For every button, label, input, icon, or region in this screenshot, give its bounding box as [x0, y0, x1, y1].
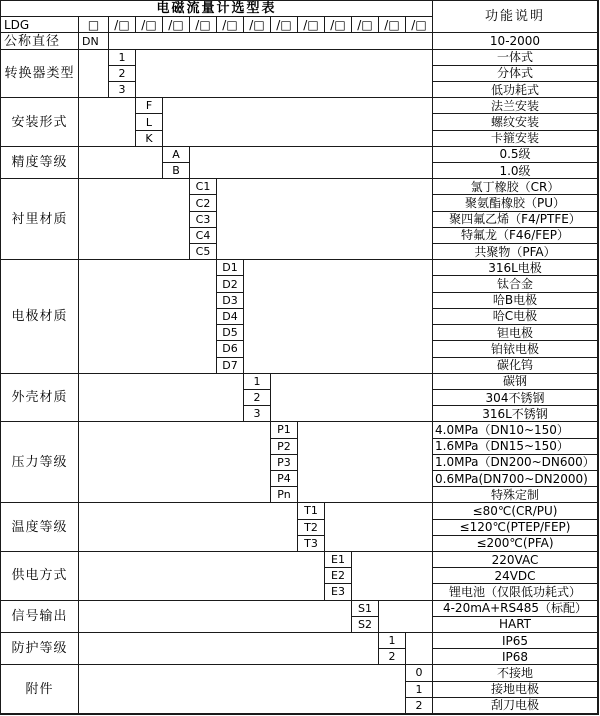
code-cell: B [163, 163, 190, 179]
code-cell: 1 [244, 374, 271, 390]
model-slot: /□ [109, 17, 136, 33]
desc-cell: 分体式 [433, 66, 598, 82]
spacer-cell [244, 260, 433, 373]
code-cell: C3 [190, 212, 217, 228]
model-slot: /□ [217, 17, 244, 33]
group-label-power: 供电方式 [1, 552, 79, 601]
spacer-cell [79, 601, 352, 633]
code-cell: D4 [217, 309, 244, 325]
group-label-pressure: 压力等级 [1, 422, 79, 503]
spacer-cell [379, 601, 433, 633]
desc-cell: 螺纹安装 [433, 114, 598, 130]
desc-cell: 碳钢 [433, 374, 598, 390]
code-cell: T3 [298, 536, 325, 552]
model-slot: /□ [163, 17, 190, 33]
spacer-cell [325, 503, 433, 552]
code-cell: D5 [217, 325, 244, 341]
spacer-cell [271, 374, 433, 423]
model-slot: /□ [325, 17, 352, 33]
desc-cell: 4-20mA+RS485（标配） [433, 601, 598, 617]
spacer-cell [79, 98, 136, 147]
desc-cell: 0.6MPa(DN700~DN2000) [433, 471, 598, 487]
group-label-housing: 外壳材质 [1, 374, 79, 423]
model-dn-box: □ [79, 17, 109, 33]
spacer-cell [79, 50, 109, 99]
desc-cell: 哈C电极 [433, 309, 598, 325]
model-slot: /□ [190, 17, 217, 33]
code-cell: D2 [217, 276, 244, 292]
desc-cell: 锂电池（仅限低功耗式） [433, 584, 598, 600]
code-cell: P3 [271, 455, 298, 471]
spacer-cell [79, 147, 163, 179]
group-label-temperature: 温度等级 [1, 503, 79, 552]
desc-cell: 碳化钨 [433, 358, 598, 374]
desc-cell: 聚四氟乙烯（F4/PTFE） [433, 212, 598, 228]
function-column-header: 功能说明 [433, 1, 598, 33]
desc-cell: 刮刀电极 [433, 698, 598, 714]
model-slot: /□ [379, 17, 406, 33]
code-cell: D6 [217, 341, 244, 357]
desc-cell: 1.0MPa（DN200~DN600） [433, 455, 598, 471]
desc-cell: 不接地 [433, 665, 598, 681]
code-cell: 3 [244, 406, 271, 422]
code-cell: 2 [244, 390, 271, 406]
group-label-converter-type: 转换器类型 [1, 50, 79, 99]
code-cell: D7 [217, 358, 244, 374]
code-cell: 2 [109, 66, 136, 82]
desc-cell: 220VAC [433, 552, 598, 568]
desc-cell: 一体式 [433, 50, 598, 66]
desc-cell: 24VDC [433, 568, 598, 584]
group-label-accessories: 附件 [1, 665, 79, 714]
model-slot: /□ [352, 17, 379, 33]
spacer-cell [298, 422, 433, 503]
code-cell: 1 [379, 633, 406, 649]
code-cell: 1 [109, 50, 136, 66]
desc-cell: 低功耗式 [433, 82, 598, 98]
code-cell: D3 [217, 293, 244, 309]
desc-cell: 10-2000 [433, 33, 598, 49]
spacer-cell [136, 50, 433, 99]
group-label-liner: 衬里材质 [1, 179, 79, 260]
desc-cell: 聚氨酯橡胶（PU） [433, 195, 598, 211]
code-cell: F [136, 98, 163, 114]
code-cell: C5 [190, 244, 217, 260]
desc-cell: 接地电极 [433, 682, 598, 698]
model-slot: /□ [244, 17, 271, 33]
spacer-cell [79, 374, 244, 423]
row-label-diameter: 公称直径 [1, 33, 79, 49]
desc-cell: 哈B电极 [433, 293, 598, 309]
spacer-cell [217, 179, 433, 260]
code-cell: K [136, 131, 163, 147]
desc-cell: 氯丁橡胶（CR） [433, 179, 598, 195]
desc-cell: 特殊定制 [433, 487, 598, 503]
code-cell: 2 [406, 698, 433, 714]
code-cell: 3 [109, 82, 136, 98]
code-cell: T1 [298, 503, 325, 519]
desc-cell: 铂铱电极 [433, 341, 598, 357]
model-slot: /□ [298, 17, 325, 33]
desc-cell: 钽电极 [433, 325, 598, 341]
code-cell: C2 [190, 195, 217, 211]
desc-cell: ≤200℃(PFA) [433, 536, 598, 552]
code-cell: D1 [217, 260, 244, 276]
code-cell: S1 [352, 601, 379, 617]
desc-cell: 316L不锈钢 [433, 406, 598, 422]
spacer-cell [406, 633, 433, 665]
code-cell: C1 [190, 179, 217, 195]
group-label-electrode: 电极材质 [1, 260, 79, 373]
desc-cell: IP68 [433, 649, 598, 665]
code-cell: E1 [325, 552, 352, 568]
table-title: 电磁流量计选型表 [1, 1, 433, 17]
code-cell: A [163, 147, 190, 163]
code-cell: P2 [271, 439, 298, 455]
code-cell: P4 [271, 471, 298, 487]
model-slot: /□ [136, 17, 163, 33]
spacer-cell [352, 552, 433, 601]
desc-cell: 316L电极 [433, 260, 598, 276]
spacer-cell [79, 503, 298, 552]
spacer-cell [190, 147, 433, 179]
spacer-cell [109, 33, 433, 49]
group-label-installation: 安装形式 [1, 98, 79, 147]
code-cell: T2 [298, 520, 325, 536]
desc-cell: IP65 [433, 633, 598, 649]
spacer-cell [79, 552, 325, 601]
spacer-cell [79, 179, 190, 260]
desc-cell: 4.0MPa（DN10~150） [433, 422, 598, 438]
desc-cell: 1.0级 [433, 163, 598, 179]
desc-cell: ≤80℃(CR/PU) [433, 503, 598, 519]
spacer-cell [79, 665, 406, 714]
desc-cell: 钛合金 [433, 276, 598, 292]
code-cell: 2 [379, 649, 406, 665]
spacer-cell [79, 633, 379, 665]
code-cell: L [136, 114, 163, 130]
code-cell: 0 [406, 665, 433, 681]
spacer-cell [163, 98, 433, 147]
desc-cell: 304不锈钢 [433, 390, 598, 406]
model-slot: /□ [406, 17, 433, 33]
model-slot: /□ [271, 17, 298, 33]
code-cell: E2 [325, 568, 352, 584]
code-cell: S2 [352, 617, 379, 633]
code-cell: DN [79, 33, 109, 49]
desc-cell: HART [433, 617, 598, 633]
desc-cell: 0.5级 [433, 147, 598, 163]
group-label-protection: 防护等级 [1, 633, 79, 665]
model-prefix: LDG [1, 17, 79, 33]
desc-cell: ≤120℃(PTEP/FEP) [433, 520, 598, 536]
desc-cell: 共聚物（PFA） [433, 244, 598, 260]
code-cell: C4 [190, 228, 217, 244]
desc-cell: 卡箍安装 [433, 131, 598, 147]
spacer-cell [79, 260, 217, 373]
code-cell: P1 [271, 422, 298, 438]
desc-cell: 特氟龙（F46/FEP） [433, 228, 598, 244]
code-cell: 1 [406, 682, 433, 698]
group-label-signal: 信号输出 [1, 601, 79, 633]
group-label-accuracy: 精度等级 [1, 147, 79, 179]
desc-cell: 1.6MPa（DN15~150） [433, 439, 598, 455]
desc-cell: 法兰安装 [433, 98, 598, 114]
code-cell: Pn [271, 487, 298, 503]
spacer-cell [79, 422, 271, 503]
code-cell: E3 [325, 584, 352, 600]
